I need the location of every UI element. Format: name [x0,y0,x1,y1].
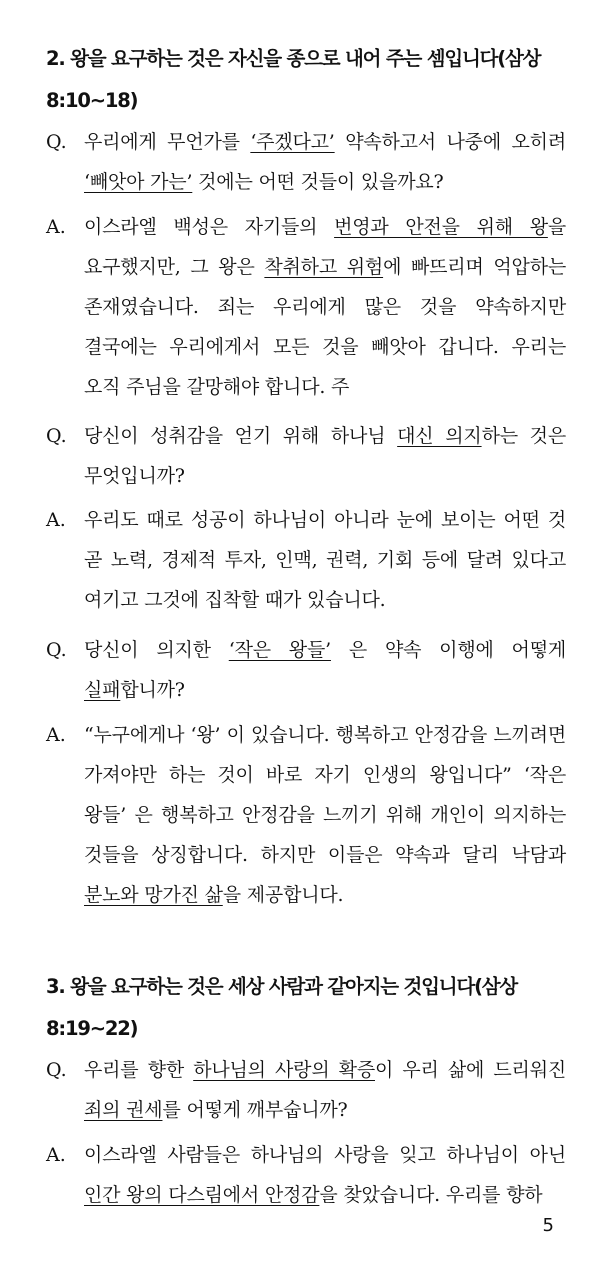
underlined-phrase: 대신 의지 [397,425,482,447]
qa-text [84,122,566,202]
qa-item [46,630,566,710]
text-segment: 우리도 때로 성공이 하나님이 아니라 눈에 보이는 어떤 것 곧 노력, 경제적 투자, 인맥, 권력, 기회 등에 달려 있다고 여기고 그것에 집착할 때가 있습니다. [84,509,566,611]
qa-item [46,1050,566,1130]
text-segment: 을 찾았습니다. 우리를 향하 [319,1184,543,1206]
text-segment: 를 어떻게 깨부숩니까? [162,1099,348,1121]
text-segment: 합니까? [120,679,185,701]
underlined-phrase: ‘빼앗아 가는’ [84,171,193,193]
text-segment: 이스라엘 사람들은 하나님의 사랑을 잊고 하나님이 아닌 [84,1144,566,1166]
underlined-phrase: 실패 [84,679,121,701]
qa-marker: A. [46,724,66,746]
qa-marker: A. [46,1144,66,1166]
text-segment: 하는 것은 무엇입니까? [84,425,566,487]
qa-text [84,1135,566,1215]
qa-text [84,630,566,710]
underlined-phrase: 번영과 안전을 위해 왕 [334,216,548,238]
underlined-phrase: ‘작은 왕들’ [228,639,331,661]
qa-marker: Q. [46,425,67,447]
qa-text [84,715,566,915]
qa-marker: A. [46,509,66,531]
qa-marker: Q. [46,131,67,153]
section-heading: 2. 왕을 요구하는 것은 자신을 종으로 내어 주는 셈입니다(삼상 8:10~18) [46,47,541,112]
text-segment: 당신이 의지한 [84,639,229,661]
text-segment: 이스라엘 백성은 자기들의 [84,216,335,238]
underlined-phrase: 인간 왕의 다스림에서 안정감 [84,1184,320,1206]
text-segment: 약속하고서 나중에 오히려 [334,131,566,153]
text-segment: 당신이 성취감을 얻기 위해 하나님 [84,425,398,447]
text-segment: 것에는 어떤 것들이 있을까요? [192,171,444,193]
qa-marker: Q. [46,639,67,661]
text-segment: 을 요구했지만, 그 왕은 [84,216,566,278]
qa-text [84,416,566,496]
text-segment: “누구에게나 ‘왕’ 이 있습니다. 행복하고 안정감을 느끼려면 가져야만 하는 것이 바로 자기 인생의 왕입니다” ‘작은 왕들’ 은 행복하고 안정감을 느끼기 위해 개인이 의지하는 것들을 상징합니다. 하지만 이들은 약속과 달리 낙담과 [84,724,566,866]
qa-marker: A. [46,216,66,238]
qa-item [46,1135,566,1215]
qa-item [46,122,566,202]
text-segment: 을 제공합니다. [222,884,344,906]
underlined-phrase: ‘주겠다고’ [250,131,335,153]
section-heading: 3. 왕을 요구하는 것은 세상 사람과 같아지는 것입니다(삼상 8:19~22) [46,975,518,1040]
underlined-phrase: 하나님의 사랑의 확증 [193,1059,375,1081]
qa-item [46,500,566,620]
qa-marker: Q. [46,1059,67,1081]
qa-item [46,207,566,407]
underlined-phrase: 분노와 망가진 삶 [84,884,223,906]
qa-item [46,416,566,496]
text-segment: 이 우리 삶에 드리워진 [375,1059,567,1081]
underlined-phrase: 죄의 권세 [84,1099,163,1121]
qa-text [84,500,566,620]
qa-item [46,715,566,915]
text-segment: 우리를 향한 [84,1059,194,1081]
qa-text [84,207,566,407]
text-segment: 에 빠뜨리며 억압하는 존재였습니다. 죄는 우리에게 많은 것을 약속하지만 결국에는 우리에게서 모든 것을 빼앗아 갑니다. 우리는 오직 주님을 갈망해야 합니다. 주 [84,256,566,398]
text-segment: 은 약속 이행에 어떻게 [330,639,566,661]
qa-text [84,1050,566,1130]
text-segment: 우리에게 무언가를 [84,131,251,153]
page-number: 5 [542,1215,554,1236]
underlined-phrase: 착취하고 위험 [264,256,384,278]
